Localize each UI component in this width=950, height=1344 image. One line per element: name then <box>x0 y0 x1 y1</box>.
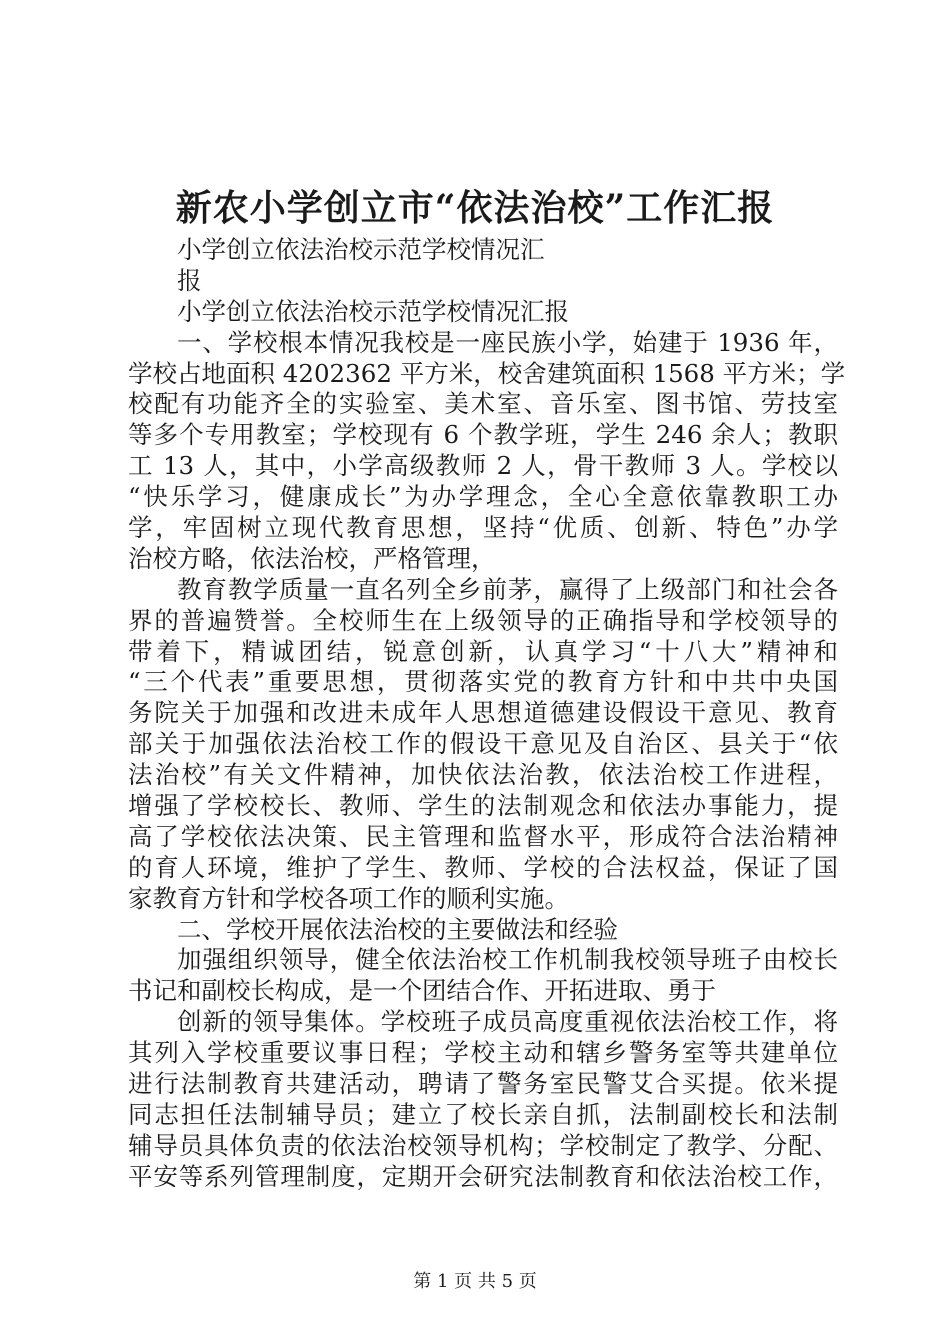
text-line: 部关于加强依法治校工作的假设干意见及自治区、县关于“依 <box>128 729 838 759</box>
text-line: 二、学校开展依法治校的主要做法和经验 <box>177 914 618 944</box>
text-line: 小学创立依法治校示范学校情况汇报 <box>177 296 569 326</box>
page-footer: 第 1 页 共 5 页 <box>413 1271 537 1292</box>
text-line: 进行法制教育共建活动，聘请了警务室民警艾合买提。依米提 <box>128 1069 838 1099</box>
text-line: 校配有功能齐全的实验室、美术室、音乐室、图书馆、劳技室 <box>128 389 838 419</box>
text-line: 学校占地面积 4202362 平方米，校舍建筑面积 1568 平方米；学 <box>128 358 846 388</box>
text-line: 法治校”有关文件精神，加快依法治教，依法治校工作进程， <box>128 760 838 790</box>
text-line: 等多个专用教室；学校现有 6 个教学班，学生 246 余人；教职 <box>128 420 838 450</box>
text-line: 书记和副校长构成，是一个团结合作、开拓进取、勇于 <box>128 976 716 1006</box>
text-line: 报 <box>177 265 202 295</box>
text-line: “三个代表”重要思想，贯彻落实党的教育方针和中共中央国 <box>128 667 838 697</box>
text-line: 界的普遍赞誉。全校师生在上级领导的正确指导和学校领导的 <box>128 605 838 635</box>
text-line: 教育教学质量一直名列全乡前茅，赢得了上级部门和社会各 <box>177 574 838 604</box>
text-line: 其列入学校重要议事日程；学校主动和辖乡警务室等共建单位 <box>128 1038 838 1068</box>
text-line: 治校方略，依法治校，严格管理， <box>128 543 496 573</box>
text-line: 学，牢固树立现代教育思想，坚持“优质、创新、特色”办学 <box>128 513 838 543</box>
text-line: 一、学校根本情况我校是一座民族小学，始建于 1936 年， <box>177 327 838 357</box>
text-line: 小学创立依法治校示范学校情况汇 <box>177 235 545 264</box>
text-line: 同志担任法制辅导员；建立了校长亲自抓，法制副校长和法制 <box>128 1099 838 1129</box>
text-line: 工 13 人，其中，小学高级教师 2 人，骨干教师 3 人。学校以 <box>128 451 838 481</box>
text-line: 辅导员具体负责的依法治校领导机构；学校制定了教学、分配、 <box>128 1130 838 1160</box>
document-body <box>128 235 846 1193</box>
text-line: 加强组织领导，健全依法治校工作机制我校领导班子由校长 <box>177 945 838 975</box>
text-line: 的育人环境，维护了学生、教师、学校的合法权益，保证了国 <box>128 852 838 882</box>
text-line: 增强了学校校长、教师、学生的法制观念和依法办事能力，提 <box>128 791 838 821</box>
text-line: 家教育方针和学校各项工作的顺利实施。 <box>128 883 569 913</box>
text-line: 带着下，精诚团结，锐意创新，认真学习“十八大”精神和 <box>128 636 838 666</box>
text-line: 高了学校依法决策、民主管理和监督水平，形成符合法治精神 <box>128 821 838 851</box>
document-title: 新农小学创立市“依法治校”工作汇报 <box>175 187 775 229</box>
text-line: 创新的领导集体。学校班子成员高度重视依法治校工作，将 <box>177 1007 838 1037</box>
text-line: 务院关于加强和改进未成年人思想道德建设假设干意见、教育 <box>128 698 838 728</box>
text-line: 平安等系列管理制度，定期开会研究法制教育和依法治校工作， <box>128 1161 838 1191</box>
text-line: “快乐学习，健康成长”为办学理念，全心全意依靠教职工办 <box>128 482 838 512</box>
